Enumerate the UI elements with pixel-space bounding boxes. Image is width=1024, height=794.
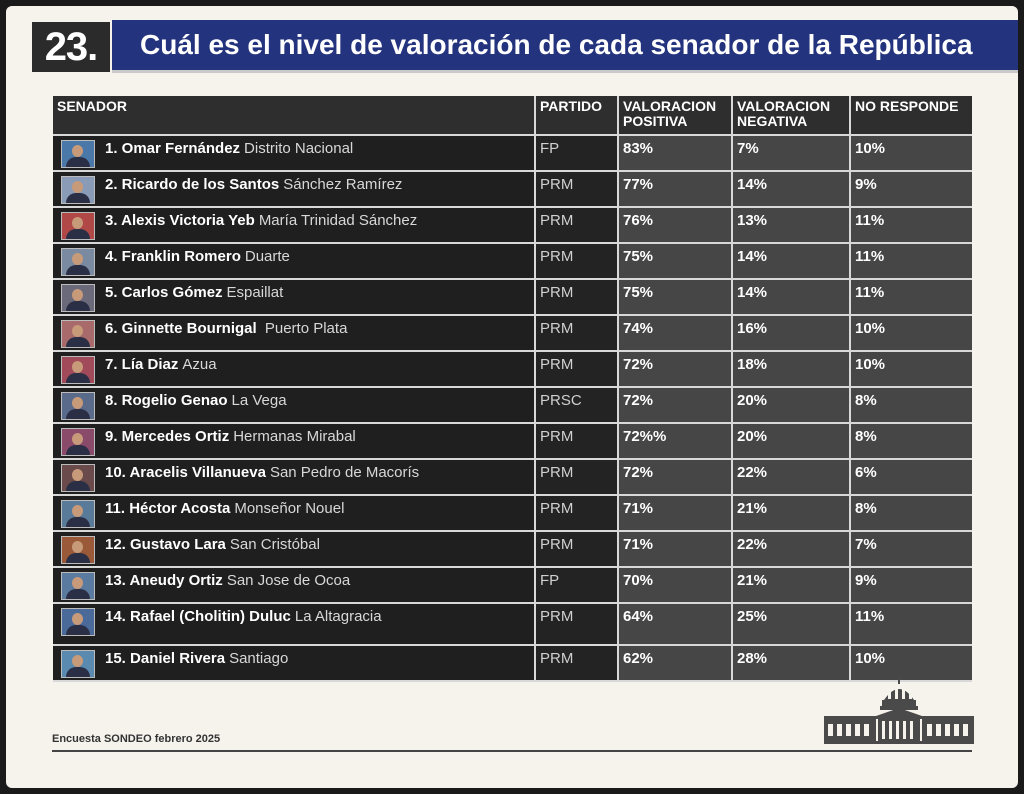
- question-number: 23.: [32, 22, 110, 72]
- table-row: [53, 280, 972, 316]
- col-header-no-responde: NO RESPONDE: [851, 96, 972, 134]
- senator-photo-icon: [61, 650, 95, 678]
- no-response-cell: 10%: [851, 646, 972, 680]
- positive-cell: 72%%: [619, 424, 733, 458]
- senator-province: Santiago: [229, 650, 289, 667]
- negative-cell: 22%: [733, 532, 851, 566]
- negative-cell: 25%: [733, 604, 851, 644]
- senator-photo-icon: [61, 608, 95, 636]
- positive-cell: 72%: [619, 388, 733, 422]
- senator-photo-icon: [61, 212, 95, 240]
- senator-cell: [53, 388, 536, 422]
- senator-name: 11. Héctor Acosta: [105, 500, 231, 517]
- negative-cell: 28%: [733, 646, 851, 680]
- party-cell: PRM: [536, 604, 619, 644]
- negative-cell: 20%: [733, 424, 851, 458]
- table-row: [53, 604, 972, 646]
- senator-cell: [53, 172, 536, 206]
- senator-name: 4. Franklin Romero: [105, 248, 241, 265]
- no-response-cell: 11%: [851, 244, 972, 278]
- senator-photo-icon: [61, 356, 95, 384]
- no-response-cell: 8%: [851, 496, 972, 530]
- party-cell: FP: [536, 568, 619, 602]
- negative-cell: 20%: [733, 388, 851, 422]
- negative-cell: 7%: [733, 136, 851, 170]
- senator-cell: [53, 424, 536, 458]
- senator-name: 1. Omar Fernández: [105, 140, 241, 157]
- no-response-cell: 6%: [851, 460, 972, 494]
- positive-cell: 83%: [619, 136, 733, 170]
- negative-cell: 22%: [733, 460, 851, 494]
- senator-photo-icon: [61, 176, 95, 204]
- senator-cell: [53, 568, 536, 602]
- senator-cell: [53, 136, 536, 170]
- senator-province: Sánchez Ramírez: [283, 176, 403, 193]
- positive-cell: 71%: [619, 496, 733, 530]
- negative-cell: 21%: [733, 496, 851, 530]
- congress-building-icon: [824, 676, 974, 744]
- senator-province: La Altagracia: [294, 608, 382, 625]
- senator-photo-icon: [61, 320, 95, 348]
- senator-photo-icon: [61, 248, 95, 276]
- positive-cell: 76%: [619, 208, 733, 242]
- table-row: [53, 208, 972, 244]
- senator-cell: [53, 604, 536, 644]
- party-cell: FP: [536, 136, 619, 170]
- senators-table: [53, 96, 972, 682]
- senator-province: Distrito Nacional: [244, 140, 354, 157]
- senator-province: Monseñor Nouel: [234, 500, 345, 517]
- senator-province: San Pedro de Macorís: [269, 464, 420, 481]
- no-response-cell: 10%: [851, 316, 972, 350]
- senator-cell: [53, 646, 536, 680]
- party-cell: PRM: [536, 496, 619, 530]
- table-row: [53, 460, 972, 496]
- positive-cell: 77%: [619, 172, 733, 206]
- senator-name: 13. Aneudy Ortiz: [105, 572, 223, 589]
- no-response-cell: 11%: [851, 280, 972, 314]
- footer-line: [52, 750, 972, 752]
- no-response-cell: 11%: [851, 208, 972, 242]
- no-response-cell: 10%: [851, 136, 972, 170]
- positive-cell: 71%: [619, 532, 733, 566]
- senator-photo-icon: [61, 464, 95, 492]
- senator-cell: [53, 352, 536, 386]
- positive-cell: 75%: [619, 280, 733, 314]
- senator-cell: [53, 244, 536, 278]
- positive-cell: 62%: [619, 646, 733, 680]
- senator-province: Hermanas Mirabal: [233, 428, 356, 445]
- senator-name: 2. Ricardo de los Santos: [105, 176, 280, 193]
- negative-cell: 14%: [733, 244, 851, 278]
- senator-name: 10. Aracelis Villanueva: [105, 464, 266, 481]
- senator-photo-icon: [61, 140, 95, 168]
- no-response-cell: 9%: [851, 568, 972, 602]
- party-cell: PRM: [536, 424, 619, 458]
- senator-province: Azua: [182, 356, 217, 373]
- table-row: [53, 352, 972, 388]
- table-row: [53, 388, 972, 424]
- senator-photo-icon: [61, 500, 95, 528]
- source-note: Encuesta SONDEO febrero 2025: [52, 733, 221, 745]
- page-title: Cuál es el nivel de valoración de cada senador de la República: [112, 20, 1018, 70]
- senator-name: 3. Alexis Victoria Yeb: [105, 212, 255, 229]
- senator-cell: [53, 460, 536, 494]
- no-response-cell: 8%: [851, 388, 972, 422]
- senator-name: 8. Rogelio Genao: [105, 392, 228, 409]
- party-cell: PRM: [536, 460, 619, 494]
- senator-name: 12. Gustavo Lara: [105, 536, 226, 553]
- senator-name: 5. Carlos Gómez: [105, 284, 223, 301]
- senator-name: 15. Daniel Rivera: [105, 650, 226, 667]
- negative-cell: 16%: [733, 316, 851, 350]
- col-header-partido: PARTIDO: [536, 96, 619, 134]
- table-row: [53, 496, 972, 532]
- senator-name: 7. Lía Diaz: [105, 356, 179, 373]
- table-row: [53, 568, 972, 604]
- negative-cell: 14%: [733, 280, 851, 314]
- table-row: [53, 172, 972, 208]
- col-header-positiva: VALORACION POSITIVA: [619, 96, 733, 134]
- no-response-cell: 9%: [851, 172, 972, 206]
- party-cell: PRSC: [536, 388, 619, 422]
- party-cell: PRM: [536, 172, 619, 206]
- senator-cell: [53, 208, 536, 242]
- no-response-cell: 7%: [851, 532, 972, 566]
- senator-province: Espaillat: [226, 284, 284, 301]
- senator-province: San Jose de Ocoa: [226, 572, 351, 589]
- party-cell: PRM: [536, 316, 619, 350]
- senator-province: La Vega: [231, 392, 287, 409]
- positive-cell: 72%: [619, 460, 733, 494]
- positive-cell: 72%: [619, 352, 733, 386]
- col-header-negativa: VALORACION NEGATIVA: [733, 96, 851, 134]
- senator-photo-icon: [61, 536, 95, 564]
- no-response-cell: 11%: [851, 604, 972, 644]
- senator-province: San Cristóbal: [229, 536, 320, 553]
- senator-photo-icon: [61, 392, 95, 420]
- negative-cell: 13%: [733, 208, 851, 242]
- negative-cell: 14%: [733, 172, 851, 206]
- no-response-cell: 10%: [851, 352, 972, 386]
- col-header-senador: SENADOR: [53, 96, 536, 134]
- table-row: [53, 424, 972, 460]
- positive-cell: 64%: [619, 604, 733, 644]
- senator-province: Duarte: [244, 248, 290, 265]
- senator-cell: [53, 316, 536, 350]
- senator-province: Puerto Plata: [260, 320, 348, 337]
- senator-province: María Trinidad Sánchez: [258, 212, 418, 229]
- positive-cell: 70%: [619, 568, 733, 602]
- table-row: [53, 244, 972, 280]
- senator-cell: [53, 532, 536, 566]
- table-row: [53, 532, 972, 568]
- party-cell: PRM: [536, 280, 619, 314]
- senator-name: 6. Ginnette Bournigal: [105, 320, 257, 337]
- party-cell: PRM: [536, 646, 619, 680]
- positive-cell: 75%: [619, 244, 733, 278]
- senator-photo-icon: [61, 284, 95, 312]
- senator-name: 14. Rafael (Cholitin) Duluc: [105, 608, 291, 625]
- negative-cell: 21%: [733, 568, 851, 602]
- senator-cell: [53, 496, 536, 530]
- senator-photo-icon: [61, 428, 95, 456]
- table-body: [53, 136, 972, 682]
- positive-cell: 74%: [619, 316, 733, 350]
- page: [6, 6, 1018, 788]
- title-underline: [112, 70, 1018, 73]
- table-row: [53, 316, 972, 352]
- negative-cell: 18%: [733, 352, 851, 386]
- senator-cell: [53, 280, 536, 314]
- party-cell: PRM: [536, 208, 619, 242]
- table-header: [53, 96, 972, 136]
- party-cell: PRM: [536, 532, 619, 566]
- senator-photo-icon: [61, 572, 95, 600]
- senator-name: 9. Mercedes Ortiz: [105, 428, 230, 445]
- party-cell: PRM: [536, 352, 619, 386]
- table-row: [53, 136, 972, 172]
- party-cell: PRM: [536, 244, 619, 278]
- no-response-cell: 8%: [851, 424, 972, 458]
